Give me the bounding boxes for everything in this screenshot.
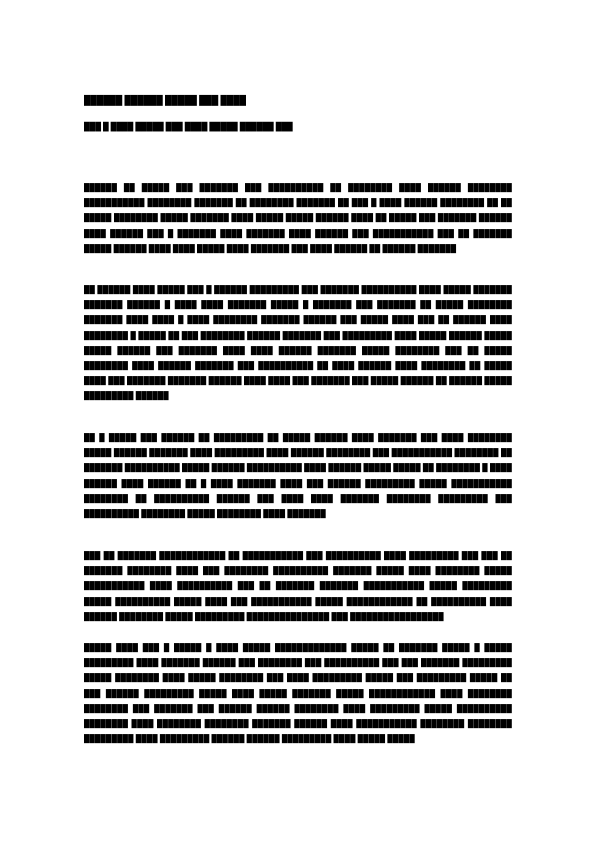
document-title-rest: ██████ █████ ███ ████ [122,95,247,105]
document-subtitle: ███ █ ████ █████ ███ ████ █████ ██████ ███ [84,122,293,131]
document-title-bold: ██████ [84,95,123,105]
document-title [84,94,514,106]
paragraph-5: █████ ████ ███ █ █████ █ ████ █████ █████████████ █████ ██ ███████ █████ █ █████ █████████ ████ ███████ ██████ ███ ████████ ███ ██████████ ███ ███ ███████ █████████ █████ ████████ ████ █████ ████████ ███ ████ █████████ █████ ███ █████████ █████ ██ ███ ██████ █████████ █████ ████ █████ ███████ █████ ████████████ ████ ████████ ████████ ███ ███████ ███ ██████ ██████ ████████ ████ █████████ █████ ██████████ ████████ ████ ████████ ████████ ███████ ██████ ████ ███████████ ████████ ████████ █████████ ████ █████████ ██████ ██████ █████████ ████ █████ █████ [84,643,512,744]
paragraph-1: ██████ ██ █████ ███ ███████ ███ ██████████ ██ ████████ ████ ██████ ████████ ███████████ ████████ ███████ ██ ████████ ███████ ██ ███ █ ████ ██████ ████████ ██ ██ █████ ████████ █████ ███████ ████ █████ █████ ██████ ████ ██ █████ ███ ███████ ██████ ████ ██████ ███ █ ███████ ████ ███████ ████ ██████ ███ ███████████ ███ ██ ███████ █████ ██████ ████ ████ █████ ████ ███████ ███ ████ ██████ ██ ██████ ███████ [84,183,512,253]
paragraph-4: ███ ██ ███████ ████████████ ██ ███████████ ███ ██████████ ████ █████████ ███ ███ ██ ███████ ████████ ████ ███ ████████ ██████████ ███████ █████ ████ ████████ █████ ███████████ ████ ██████████ ███ ██ ███████ ███████ ███████████ █████ █████████ █████ ██████████ █████ ████ ███ ███████████ █████ ████████████ ██ ██████████ ████ ██████ ████████ █████ █████████ ███████████████ ███ █████████████████ [84,551,512,621]
paragraph-3: ██ █ █████ ███ ██████ ██ █████████ ██ █████ ██████ ████ ███████ ███ ████ ████████ █████ ██████ ███████ ████ █████████ ████ ██████ ████████ ███ ███████████ ████████ ██ ███████ ██████████ █████ ██████ ██████████ ████ ██████ █████ █████ ██ ████████ █ ████ ██████ ████ ██████ ██ █ ████ ███████ ████ ███ ██████ █████████ █████ ███████████ ████████ ██ ██████████ ██████ ███ ████ ████ ███████ ████████ █████████ ███ ██████████ ████████ █████ ████████ ████ ███████ [84,433,512,519]
paragraph-2: ██ ██████ ████ █████ ███ █ ██████ █████████ ███ ███████ ██████████ ████ █████ ███████ ███████ ██████ █ ████ ████ ███████ █████ █ ███████ ███ ███████ ██ █████ ████████ ███████ ████ ████ █ ████ ████████ ███████ ██████ ███ █████ ████ ███ ██ ██████ ████ ████████ █ █████ ██ ███ ████████ ██████ ███████ ███ █████████ ████ █████ ██████ █████ █████ ██████ ███ ███████ ████ ████ ██████ ███████ █████ ████████ ███ ██ █████ ████████ ████ ██████ ███████ ███ ██████████ ██ ████ ██████ ████ ████████ ██ █████ ████ ███ ███████ ███████ ██████ ████ ████ ███ ███████ ███ █████ ██████ ██ ██████ █████ █████████ ██████ [84,285,512,401]
